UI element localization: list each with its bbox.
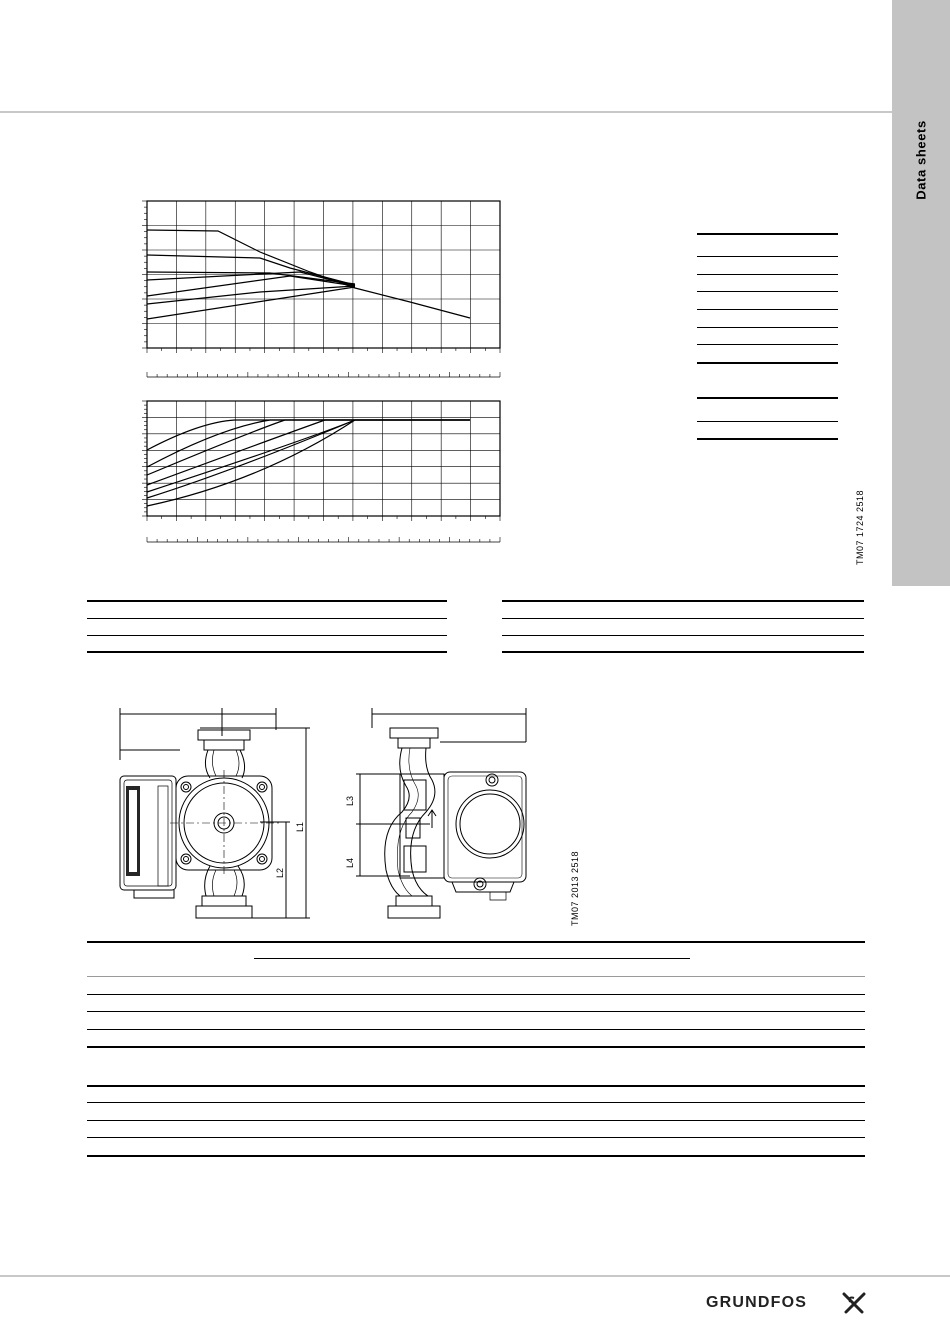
power-curve [147, 420, 470, 467]
table-rule [502, 600, 864, 602]
table-rule [502, 651, 864, 653]
power-curve [147, 420, 470, 492]
pump-side-view [340, 700, 540, 930]
table-rule [87, 651, 447, 653]
table-rule [254, 958, 690, 959]
table-rule [87, 1155, 865, 1157]
grundfos-logo: GRUNDFOS [706, 1294, 808, 1311]
table-rule [87, 1046, 865, 1048]
dim-label-l4: L4 [345, 857, 355, 868]
header-rule [0, 111, 892, 113]
dim-label-l2: L2 [275, 867, 285, 878]
dim-label-l3: L3 [345, 795, 355, 806]
head-chart [142, 201, 500, 377]
legend-rule [697, 291, 838, 292]
dim-label-l1: L1 [295, 821, 305, 832]
table-rule [87, 600, 447, 602]
legend-rule [697, 397, 838, 399]
table-rule [87, 1011, 865, 1012]
table-rule [87, 976, 865, 977]
legend-rule [697, 233, 838, 235]
grundfos-x-icon [842, 1292, 866, 1314]
legend-rule [697, 362, 838, 364]
power-chart [142, 401, 500, 542]
table-rule [87, 1102, 865, 1103]
table-rule [87, 618, 447, 619]
legend-rule [697, 256, 838, 257]
side-tab-label: Data sheets [913, 120, 929, 200]
table-rule [87, 1029, 865, 1030]
table-rule [87, 1120, 865, 1121]
footer-rule [0, 1275, 950, 1277]
curve-figure-code: TM07 1724 2518 [855, 489, 865, 565]
legend-rule [697, 421, 838, 422]
table-rule [87, 941, 865, 943]
performance-curves [110, 192, 510, 552]
table-rule [87, 994, 865, 995]
table-rule [87, 1137, 865, 1138]
table-rule [87, 1085, 865, 1087]
pump-front-view [110, 700, 320, 930]
legend-rule [697, 309, 838, 310]
table-rule [87, 635, 447, 636]
side-tab [892, 0, 950, 586]
table-rule [502, 635, 864, 636]
drawing-figure-code: TM07 2013 2518 [570, 850, 580, 926]
table-rule [502, 618, 864, 619]
legend-rule [697, 344, 838, 345]
power-curve [147, 420, 470, 450]
legend-rule [697, 438, 838, 440]
power-curve [147, 420, 470, 485]
legend-rule [697, 327, 838, 328]
legend-rule [697, 274, 838, 275]
